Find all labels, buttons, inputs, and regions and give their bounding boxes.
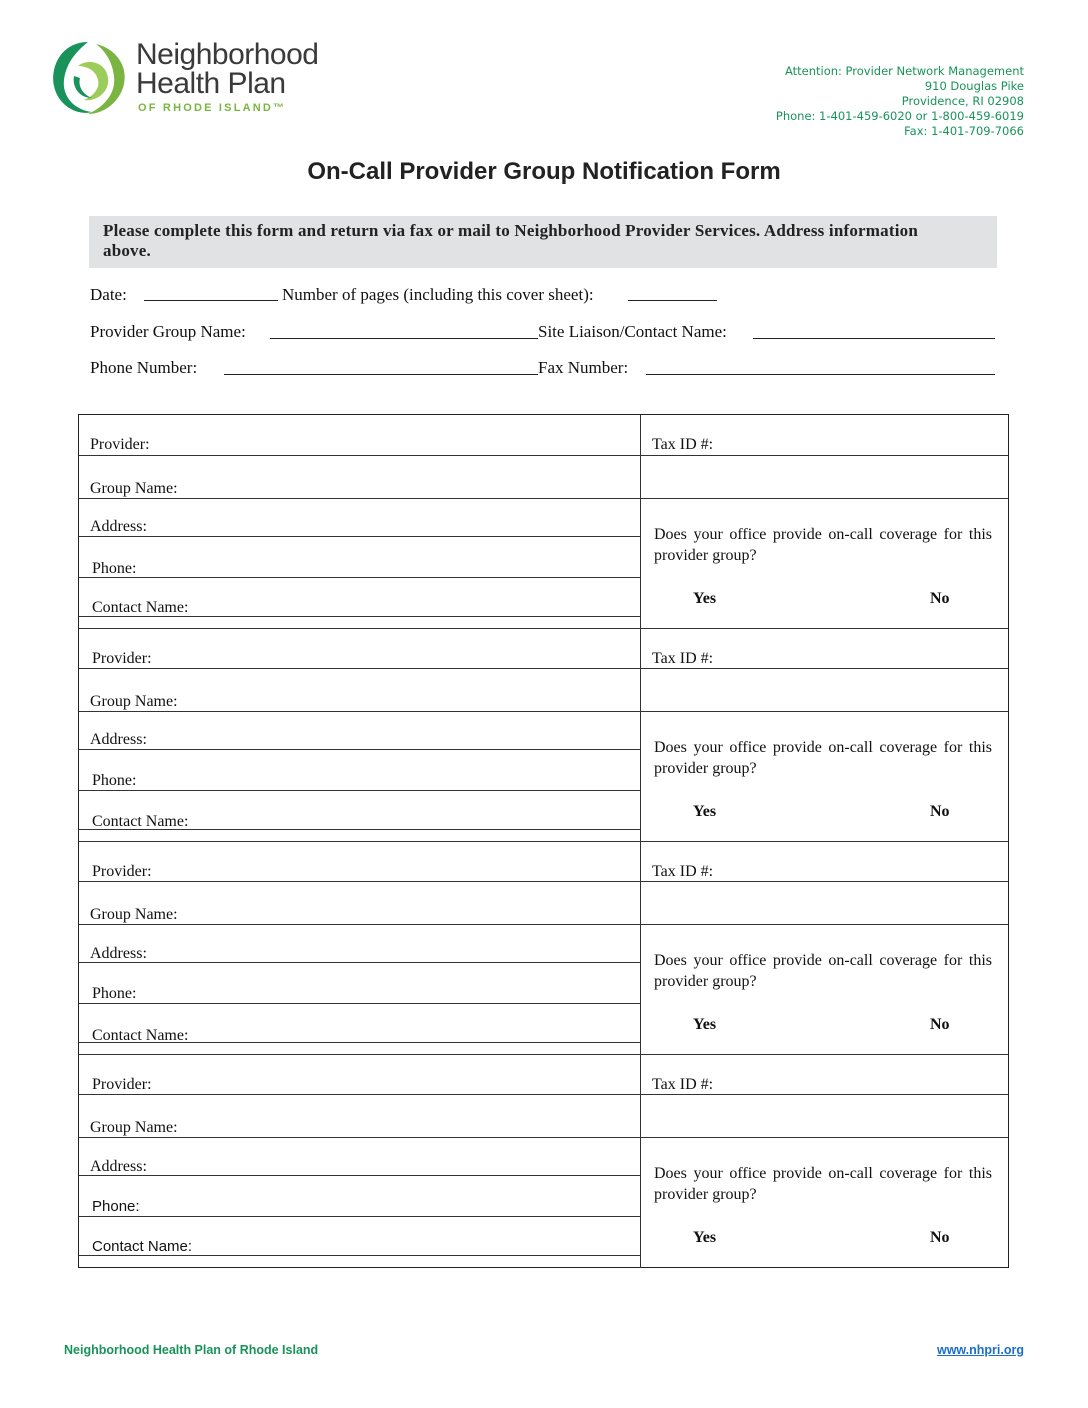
phone-label: Phone: [92,985,137,1002]
tax-id-label: Tax ID #: [652,863,714,880]
liaison-label: Site Liaison/Contact Name: [538,322,727,341]
address-label: Address: [90,1158,147,1175]
logo-swirl-icon [48,36,132,120]
provider-label: Provider: [92,1076,152,1093]
group-name-label: Provider Group Name: [90,322,246,341]
address-line: Fax: 1-401-709-7066 [904,124,1024,138]
logo-text-line3: OF RHODE ISLAND™ [138,102,287,114]
fax-number-field[interactable] [646,374,995,375]
coverage-question: Does your office provide on-call coverage for this provider group? [654,526,992,564]
liaison-field[interactable] [753,338,995,339]
contact-name-label: Contact Name: [92,1238,193,1255]
address-line: Phone: 1-401-459-6020 or 1-800-459-6019 [775,109,1024,123]
contact-name-label: Contact Name: [92,1027,189,1044]
logo-text-line1: Neighborhood [136,38,319,71]
date-field[interactable] [144,300,278,301]
provider-grid [78,414,1009,1268]
tax-id-label: Tax ID #: [652,436,714,453]
page-title: On-Call Provider Group Notification Form [307,158,781,185]
no-option[interactable]: No [930,803,950,820]
fax-number-label: Fax Number: [538,358,629,377]
provider-label: Provider: [92,650,152,667]
group-name-label: Group Name: [90,480,178,497]
pages-field[interactable] [628,300,717,301]
group-name-field[interactable] [270,338,538,339]
pages-label: Number of pages (including this cover sheet): [282,285,594,304]
coverage-question: Does your office provide on-call coverage for this provider group? [654,1165,992,1203]
contact-name-label: Contact Name: [92,813,189,830]
tax-id-label: Tax ID #: [652,1076,714,1093]
no-option[interactable]: No [930,590,950,607]
instructions-banner [89,216,997,268]
yes-option[interactable]: Yes [693,1016,717,1033]
phone-number-label: Phone Number: [90,358,198,377]
address-block [776,64,1024,139]
footer-website-link[interactable]: www.nhpri.org [936,1343,1024,1357]
address-line: Attention: Provider Network Management [784,64,1024,78]
provider-label: Provider: [90,436,150,453]
coverage-question: Does your office provide on-call coverage for this provider group? [654,739,992,777]
address-label: Address: [90,945,147,962]
address-line: Providence, RI 02908 [901,94,1024,108]
footer-org-name: Neighborhood Health Plan of Rhode Island [64,1343,319,1357]
address-label: Address: [90,731,147,748]
tax-id-label: Tax ID #: [652,650,714,667]
phone-label: Phone: [92,772,137,789]
group-name-label: Group Name: [90,906,178,923]
address-label: Address: [90,518,147,535]
address-line: 910 Douglas Pike [924,79,1024,93]
phone-label: Phone: [92,1198,140,1215]
no-option[interactable]: No [930,1229,950,1246]
instructions-text: Please complete this form and return via fax or mail to Neighborhood Provider Services. Address information above. [103,221,918,260]
date-label: Date: [90,285,127,304]
group-name-label: Group Name: [90,693,178,710]
group-name-label: Group Name: [90,1119,178,1136]
phone-number-field[interactable] [224,374,538,375]
yes-option[interactable]: Yes [693,803,717,820]
logo-text-line2: Health Plan [136,67,286,100]
yes-option[interactable]: Yes [693,590,717,607]
coverage-question: Does your office provide on-call coverage for this provider group? [654,952,992,990]
no-option[interactable]: No [930,1016,950,1033]
yes-option[interactable]: Yes [693,1229,717,1246]
phone-label: Phone: [92,560,137,577]
logo [48,36,338,120]
provider-label: Provider: [92,863,152,880]
contact-name-label: Contact Name: [92,599,189,616]
